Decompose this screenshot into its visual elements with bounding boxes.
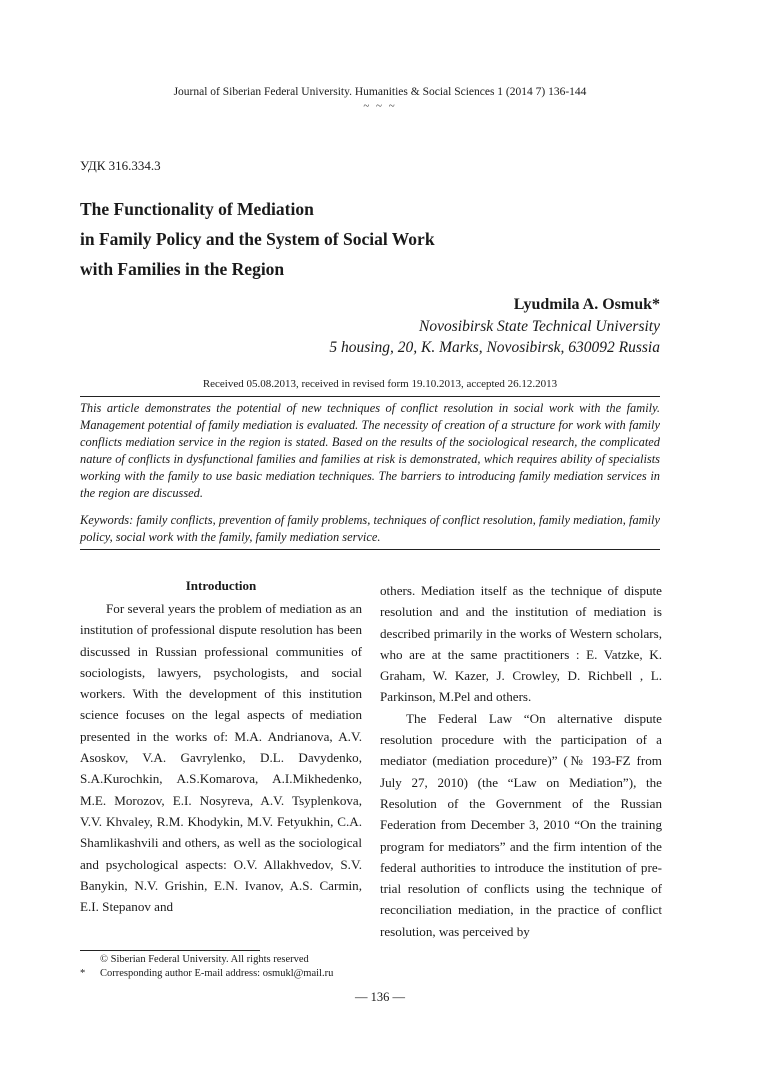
title-line-2: in Family Policy and the System of Social Work [80, 229, 435, 249]
title-line-3: with Families in the Region [80, 259, 285, 279]
abstract: This article demonstrates the potential of new techniques of conflict resolution in social work with the family. Management potential of family mediation is evaluated. The necessity of creation of a structure for work with family conflicts mediation service in the region is stated. Based on the results of the sociological research, the complicated nature of conflicts in dysfunctional families and families at risk is demonstrated, which requires ability of specialists working with the family to use basic mediation techniques. The barriers to introducing family mediation services in the region are discussed. [80, 401, 660, 500]
author-affiliation [329, 316, 660, 358]
corresponding-author-note [80, 967, 333, 981]
received-dates: Received 05.08.2013, received in revised form 19.10.2013, accepted 26.12.2013 [202, 378, 558, 390]
footnote-rule [80, 950, 260, 951]
copyright-note: © Siberian Federal University. All rights reserved [100, 954, 309, 965]
article-title [80, 194, 680, 284]
section-heading: Introduction [185, 578, 257, 593]
title-line-1: The Functionality of Mediation [80, 199, 314, 219]
footnote-star: * [80, 968, 86, 979]
continuation-paragraph: others. Mediation itself as the technique of dispute resolution and and the institution of mediation is described primarily in the works of Western scholars, who are at the same practitioners : E. Vatzke, K. Graham, W. Kazer, J. Crowley, D. Richbell , L. Parkinson, M.Pel and others. [380, 583, 662, 705]
page-number: — 136 — [355, 990, 405, 1004]
header-separator: ~ ~ ~ [363, 100, 397, 112]
left-column [80, 576, 362, 917]
author-name: Lyudmila A. Osmuk* [513, 296, 660, 313]
federal-law-paragraph: The Federal Law “On alternative dispute resolution procedure with the participation of a mediator (mediation procedure)” (№ 193-FZ from July 27, 2010) (the “Law on Mediation”), the Resolution of the Government of the Russian Federation from December 3, 2010 “On the training program for mediators” and the firm intention of the federal authorities to introduce the institution of pre-trial resolution of conflicts using the technique of reconciliation mediation, in the practice of conflict resolution, was perceived by [380, 710, 662, 939]
affiliation-line-2: 5 housing, 20, K. Marks, Novosibirsk, 630092 Russia [329, 339, 660, 356]
udk-code: УДК 316.334.3 [80, 158, 161, 173]
intro-paragraph: For several years the problem of mediation as an institution of professional dispute resolution has been discussed in Russian professional communities of sociologists, lawyers, psychologists, and social workers. With the development of this institution science focuses on the legal aspects of mediation presented in the works of: M.A. Andrianova, A.V. Asoskov, V.A. Gavrylenko, D.L. Davydenko, S.A.Kurochkin, A.S.Komarova, A.I.Mikhedenko, M.E. Morozov, E.I. Nosyreva, A.V. Tsyplenkova, V.V. Khvaley, R.M. Khodykin, M.V. Fetyukhin, C.A. Shamlikashvili and others, as well as the sociological and psychological aspects: O.V. Allakhvedov, S.V. Banykin, N.V. Grishin, E.N. Ivanov, A.S. Carmin, E.I. Stepanov and [80, 601, 362, 915]
journal-header: Journal of Siberian Federal University. Humanities & Social Sciences 1 (2014 7) 136-144 [173, 86, 587, 98]
affiliation-line-1: Novosibirsk State Technical University [419, 318, 660, 335]
abstract-bottom-rule [80, 549, 660, 550]
corresponding-email: Corresponding author E-mail address: osmukl@mail.ru [100, 968, 334, 979]
abstract-top-rule [80, 396, 660, 397]
keywords: Keywords: family conflicts, prevention of family problems, techniques of conflict resolution, family mediation, family policy, social work with the family, family mediation service. [80, 513, 660, 544]
right-column [380, 580, 662, 942]
